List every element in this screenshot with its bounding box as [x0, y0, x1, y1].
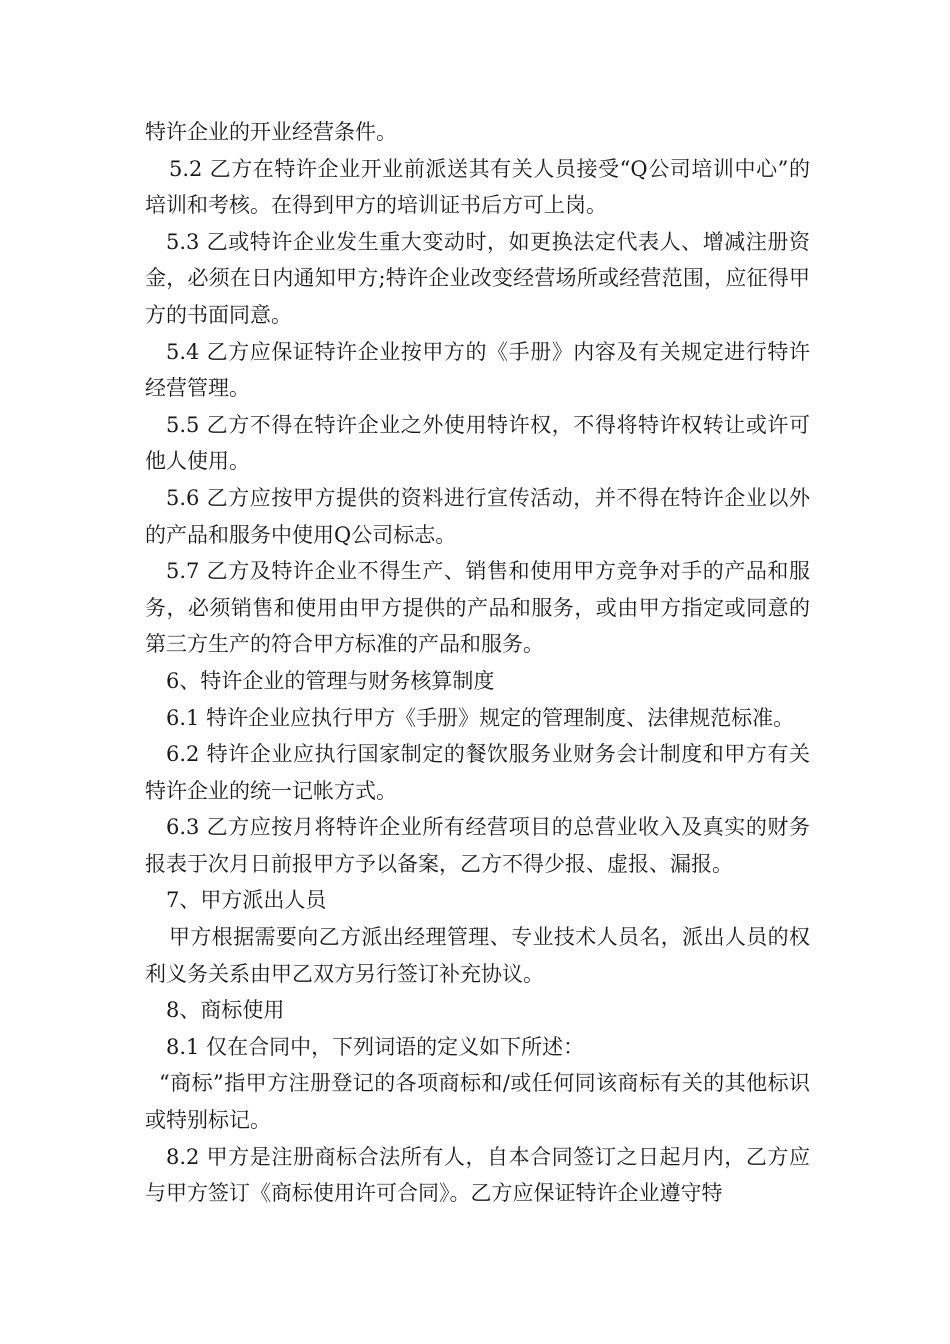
paragraph-clause-7: 甲方根据需要向乙方派出经理管理、专业技术人员名，派出人员的权利义务关系由甲乙双方另行签订补充协议。 [145, 925, 810, 986]
paragraph-clause-5-2: 5.2 乙方在特许企业开业前派送其有关人员接受“Q公司培训中心”的培训和考核。在得到甲方的培训证书后方可上岗。 [145, 156, 810, 218]
paragraph-clause-8-2: 8.2 甲方是注册商标合法所有人，自本合同签订之日起月内，乙方应与甲方签订《商标使用许可合同》。乙方应保证特许企业遵守特 [145, 1144, 810, 1206]
paragraph-clause-8-1: 8.1 仅在合同中，下列词语的定义如下所述： [166, 1034, 585, 1059]
paragraph-clause-6-1: 6.1 特许企业应执行甲方《手册》规定的管理制度、法律规范标准。 [166, 705, 795, 730]
paragraph-trademark-definition: “商标”指甲方注册登记的各项商标和/或任何同该商标有关的其他标识或特别标记。 [145, 1071, 810, 1133]
document-body [145, 114, 810, 1212]
section-heading-6: 6、特许企业的管理与财务核算制度 [166, 668, 495, 693]
paragraph-clause-5-6: 5.6 乙方应按甲方提供的资料进行宣传活动，并不得在特许企业以外的产品和服务中使用Q公司标志。 [145, 485, 810, 547]
paragraph: 特许企业的开业经营条件。 [145, 120, 397, 144]
paragraph-clause-5-7: 5.7 乙方及特许企业不得生产、销售和使用甲方竞争对手的产品和服务，必须销售和使用由甲方提供的产品和服务，或由甲方指定或同意的第三方生产的符合甲方标准的产品和服务。 [145, 559, 810, 657]
section-heading-7: 7、甲方派出人员 [166, 888, 327, 913]
paragraph-clause-5-4: 5.4 乙方应保证特许企业按甲方的《手册》内容及有关规定进行特许经营管理。 [145, 339, 810, 401]
paragraph-clause-6-2: 6.2 特许企业应执行国家制定的餐饮服务业财务会计制度和甲方有关特许企业的统一记帐方式。 [145, 742, 810, 803]
paragraph-clause-6-3: 6.3 乙方应按月将特许企业所有经营项目的总营业收入及真实的财务报表于次月日前报甲方予以备案，乙方不得少报、虚报、漏报。 [145, 815, 810, 876]
paragraph-clause-5-5: 5.5 乙方不得在特许企业之外使用特许权，不得将特许权转让或许可他人使用。 [145, 412, 810, 474]
paragraph-clause-5-3: 5.3 乙或特许企业发生重大变动时，如更换法定代表人、增减注册资金，必须在日内通知甲方;特许企业改变经营场所或经营范围，应征得甲方的书面同意。 [145, 229, 810, 327]
section-heading-8: 8、商标使用 [166, 998, 285, 1023]
